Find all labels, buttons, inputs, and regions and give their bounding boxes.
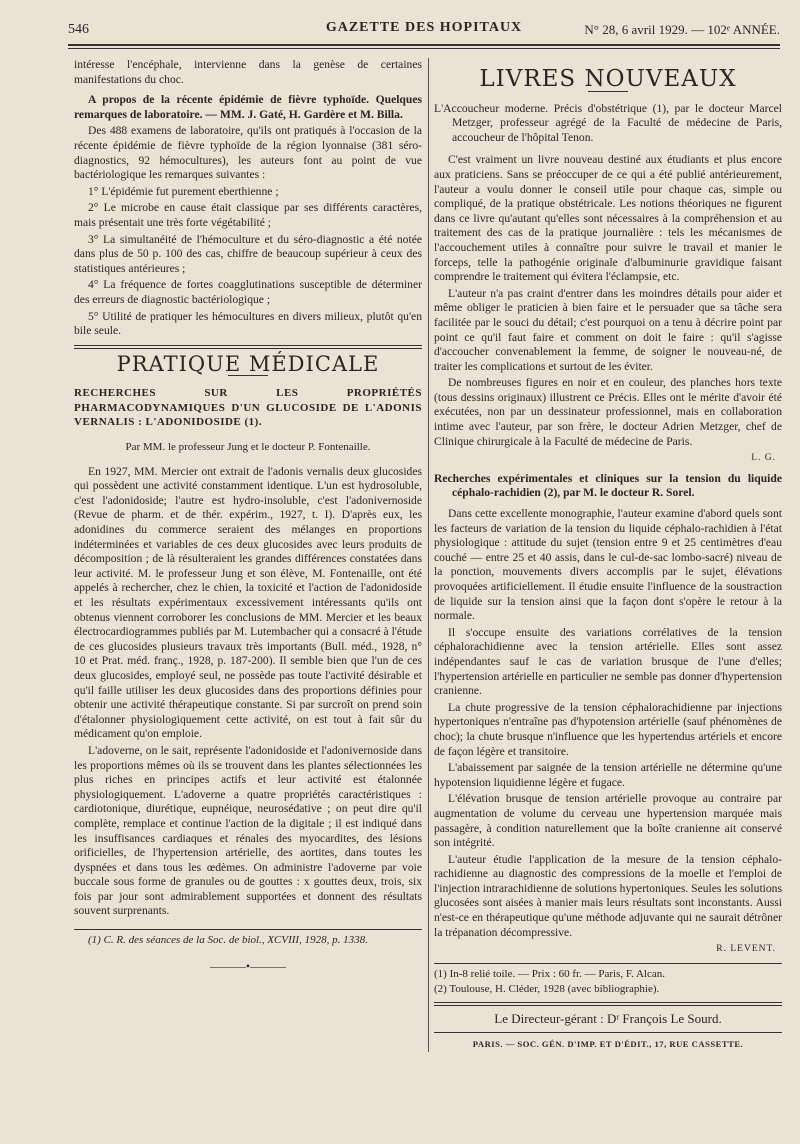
article-paragraph-1: En 1927, MM. Mercier ont extrait de l'adonis vernalis deux glucosides qui possèdent une activité constamment identique. L'un est hydrosoluble, c'est l'adonidoside; l'autre est hydro-insoluble, c'est l'adonivernoside (Revue de pharm. et de thér. expérim., 1927, t. I). D'après eux, les adonidines du commerce seraient des mélanges en proportions indéterminées et variables de ces deux glucosides avec leurs produits de décomposition ; de là résulteraient les grandes différences constatées dans leur activité. M. le professeur Jung et son élève, M. Fontenaille, ont été appelés à rechercher, chez le chien, la toxicité et l'action de l'adonidoside et les résultats expérimentaux excessivement intéressants qu'ils ont obtenus viennent corroborer les conclusions de MM. Mercier et les beaux électrocardiogrammes publiés par M. Lutembacher qui a consacré à l'étude de ces glucosides plusieurs travaux très importants (Bull. méd., 1928, n° 10 et Prat. méd. franç., 1928, p. 187-200). Il semble bien que l'un de ces deux glucosides, employé seul, ne possède pas toute l'activité désirable et qu'il faille utiliser les deux glucosides dans des proportions définies pour obtenir une activité thérapeutique constante. Si par surcroît on prend soin d'étalonner physiologiquement cette activité, on est tout à fait sûr du médicament qu'on emploie. (74, 464, 422, 741)
typhoid-title: A propos de la récente épidémie de fièvre typhoïde. Quelques remarques de laboratoire. — MM. J. Gaté, H. Gardère et M. Billa. (74, 93, 422, 121)
page-header (68, 20, 780, 42)
article-title: RECHERCHES SUR LES PROPRIÉTÉS PHARMACODYNAMIQUES D'UN GLUCOSIDE DE L'ADONIS VERNALIS : L'ADONIDOSIDE (1). (74, 387, 422, 429)
section-separator (74, 345, 422, 349)
book1-signature: L. G. (751, 453, 776, 464)
intro-text: intéresse l'encéphale, intervienne dans la genèse de certaines manifestations du choc. (74, 58, 422, 86)
section-title-livres: LIVRES NOUVEAUX (479, 66, 737, 92)
footnote-2: (2) Toulouse, H. Cléder, 1928 (avec bibliographie). (434, 982, 660, 995)
issue-date: N° 28, 6 avril 1929. — 102ᵉ ANNÉE. (584, 22, 780, 37)
footnote-rule-right (434, 963, 782, 964)
printer-line: PARIS. — SOC. GÉN. D'IMP. ET D'ÉDIT., 17, RUE CASSETTE. (472, 1039, 744, 1050)
book1-paragraph-1: C'est vraiment un livre nouveau destiné aux étudiants et plus encore aux praticiens. Sans se préoccuper de ce qui a été publié antérieurement, l'auteur a voulu donner le conseil utile pour chaque cas, simple ou compliqué, de la pratique obstétricale. Les notions théoriques ne figurent dans ce livre qu'autant qu'elles sont nécessaires à la compréhension et au traitement des cas de la pratique journalière : tels les mécanismes de l'accouchement utiles à connaître pour suivre le travail et manier le forceps, telle la pathogénie originale d'albuminurie gravidique faisant comprendre le traitement qui évitera l'éclampsie, etc. (434, 153, 782, 284)
book2-paragraph-4: L'abaissement par saignée de la tension artérielle ne détermine qu'une hypotension liquidienne légère et fugace. (434, 761, 782, 789)
book2-paragraph-3: La chute progressive de la tension céphalorachidienne par injections hypertoniques n'entraîne pas d'hypotension artérielle (sauf phénomènes de choc); la chute brusque n'influence que les hypertendus artériels et encore de façon légère et transitoire. (434, 700, 782, 758)
book2-paragraph-2: Il s'occupe ensuite des variations corrélatives de la tension céphalorachidienne avec la tension artérielle. Elles sont assez indépendantes sauf le cas de variation brusque de l'une d'elles; l'hypertension artérielle en particulier ne semble pas donner d'hypertension cranienne. (434, 625, 782, 698)
point-4: 4° La fréquence de fortes coagglutinations susceptible de déterminer des erreurs de diagnostic bactériologique ; (74, 278, 422, 306)
footnote-1: (1) In-8 relié toile. — Prix : 60 fr. — Paris, F. Alcan. (434, 967, 665, 980)
article-paragraph-2: L'adoverne, on le sait, représente l'adonidoside et l'adonivernoside dans les proportions mêmes où ils se trouvent dans les plantes sélectionnées les plus riches en principes actifs et leur activité est étalonnée physiologiquement. L'adoverne a quatre propriétés caractéristiques : cardiotonique, diurétique, eupnéique, neurosédative ; on peut dire qu'il complète, remplace et continue l'action de la digitale ; il est indiqué dans les insuffisances cardiaques et rénales des myocardites, des lésions orificielles, de l'hypertension artérielle, des aortites, dans toutes les dyspnées et dans tous les œdèmes. On administre l'adoverne par voie buccale sous forme de granules ou de gouttes : x gouttes deux, trois, six fois par jour sont admirablement supportées et donnent des résultats souvent surprenants. (74, 743, 422, 918)
left-column (74, 58, 422, 974)
section-title-pratique: PRATIQUE MÉDICALE (116, 351, 380, 376)
point-1: 1° L'épidémie fut purement eberthienne ; (88, 184, 279, 198)
book2-signature: R. LEVENT. (716, 944, 776, 955)
book2-paragraph-5: L'élévation brusque de tension artérielle provoque au contraire par augmentation de volume du cerveau une hypertension marquée mais passagère, à condition naturellement que la boîte cranienne ait conservé son intégrité. (434, 792, 782, 850)
printer-rule (434, 1032, 782, 1033)
book1-paragraph-2: L'auteur n'a pas craint d'entrer dans les moindres détails pour aider et même obliger le praticien à bien faire et le persuader que sa tâche sera facilitée par le souci du détail; c'est pourquoi on a tenu à décrire point par point ce qu'il faut faire et comment on doit le faire : qu'il s'agisse d'accoucher convenablement la femme, de soigner le nouveau-né, de traiter les complications et surtout de les éviter. (434, 286, 782, 373)
ornament-divider: ———•——— (209, 959, 287, 974)
byline: Par MM. le professeur Jung et le docteur P. Fontenaille. (125, 441, 371, 454)
typhoid-text: Des 488 examens de laboratoire, qu'ils ont pratiqués à l'occasion de la récente épidémie de fièvre typhoïde de la région lyonnaise (381 séro-diagnostics, 92 hémocultures), les auteurs font au point de vue bactériologique les remarques suivantes : (74, 124, 422, 182)
director-separator (434, 1002, 782, 1006)
point-3: 3° La simultanéité de l'hémoculture et du séro-diagnostic a été notée dans plus de 50 p. 100 des cas, chiffre de beaucoup supérieur à ceux des statistiques antérieures ; (74, 232, 422, 275)
publication-title: GAZETTE DES HOPITAUX (325, 20, 523, 35)
point-2: 2° Le microbe en cause était classique par ses différents caractères, mais présentait une très forte végétabilité ; (74, 201, 422, 229)
book1-paragraph-3: De nombreuses figures en noir et en couleur, des planches hors texte (tous dessins originaux) illustrent ce Précis. Elles ont le mérite d'avoir été exécutées, non par un dessinateur professionnel, mais en collaboration intime avec l'auteur, par son frère, le docteur Adrien Metzger, chef de Clinique chirurgicale à la Faculté de médecine de Paris. (434, 376, 782, 448)
column-divider (428, 58, 429, 1052)
point-5: 5° Utilité de pratiquer les hémocultures en divers milieux, plutôt qu'en bile seule. (74, 309, 422, 338)
page-number: 546 (68, 22, 89, 37)
book1-title: L'Accoucheur moderne. Précis d'obstétrique (1), par le docteur Marcel Metzger, professeur agrégé de la Faculté de médecine de Paris, accoucheur de l'hôpital Tenon. (434, 101, 782, 144)
right-column (434, 58, 782, 1052)
header-rule (68, 44, 780, 49)
director-line: Le Directeur-gérant : Dʳ François Le Sourd. (494, 1010, 722, 1026)
book2-paragraph-6: L'auteur étudie l'application de la mesure de la tension céphalo-rachidienne au diagnostic des compressions de la moelle et l'emploi de l'injection intrarachidienne de solutions hypertoniques. Seules les solutions glucosées sont aisées à manier mais leurs résultats sont inconstants. Aussi n'est-ce en thérapeutique qu'une méthode adjuvante qui ne saurait détrôner la trépanation décompressive. (434, 852, 782, 939)
book2-title: Recherches expérimentales et cliniques sur la tension du liquide céphalo-rachidien (2), par M. le docteur R. Sorel. (434, 471, 782, 500)
book2-paragraph-1: Dans cette excellente monographie, l'auteur examine d'abord quels sont les facteurs de variation de la tension du liquide céphalo-rachidien à l'état physiologique : attitude du sujet (tension entre 9 et 25 centimètres d'eau couché — entre 25 et 40 assis, dans le cul-de-sac lombo-sacré) niveau de la ponction, mouvements divers accomplis par le sujet, élévations provoquées artificiellement. Il étudie ensuite l'influence de la soustraction de liquide sur la tension ainsi que la façon dont s'opère le retour à la normale. (434, 507, 782, 623)
footnote: (1) C. R. des séances de la Soc. de biol., XCVIII, 1928, p. 1338. (88, 934, 368, 947)
footnote-rule (74, 929, 422, 930)
